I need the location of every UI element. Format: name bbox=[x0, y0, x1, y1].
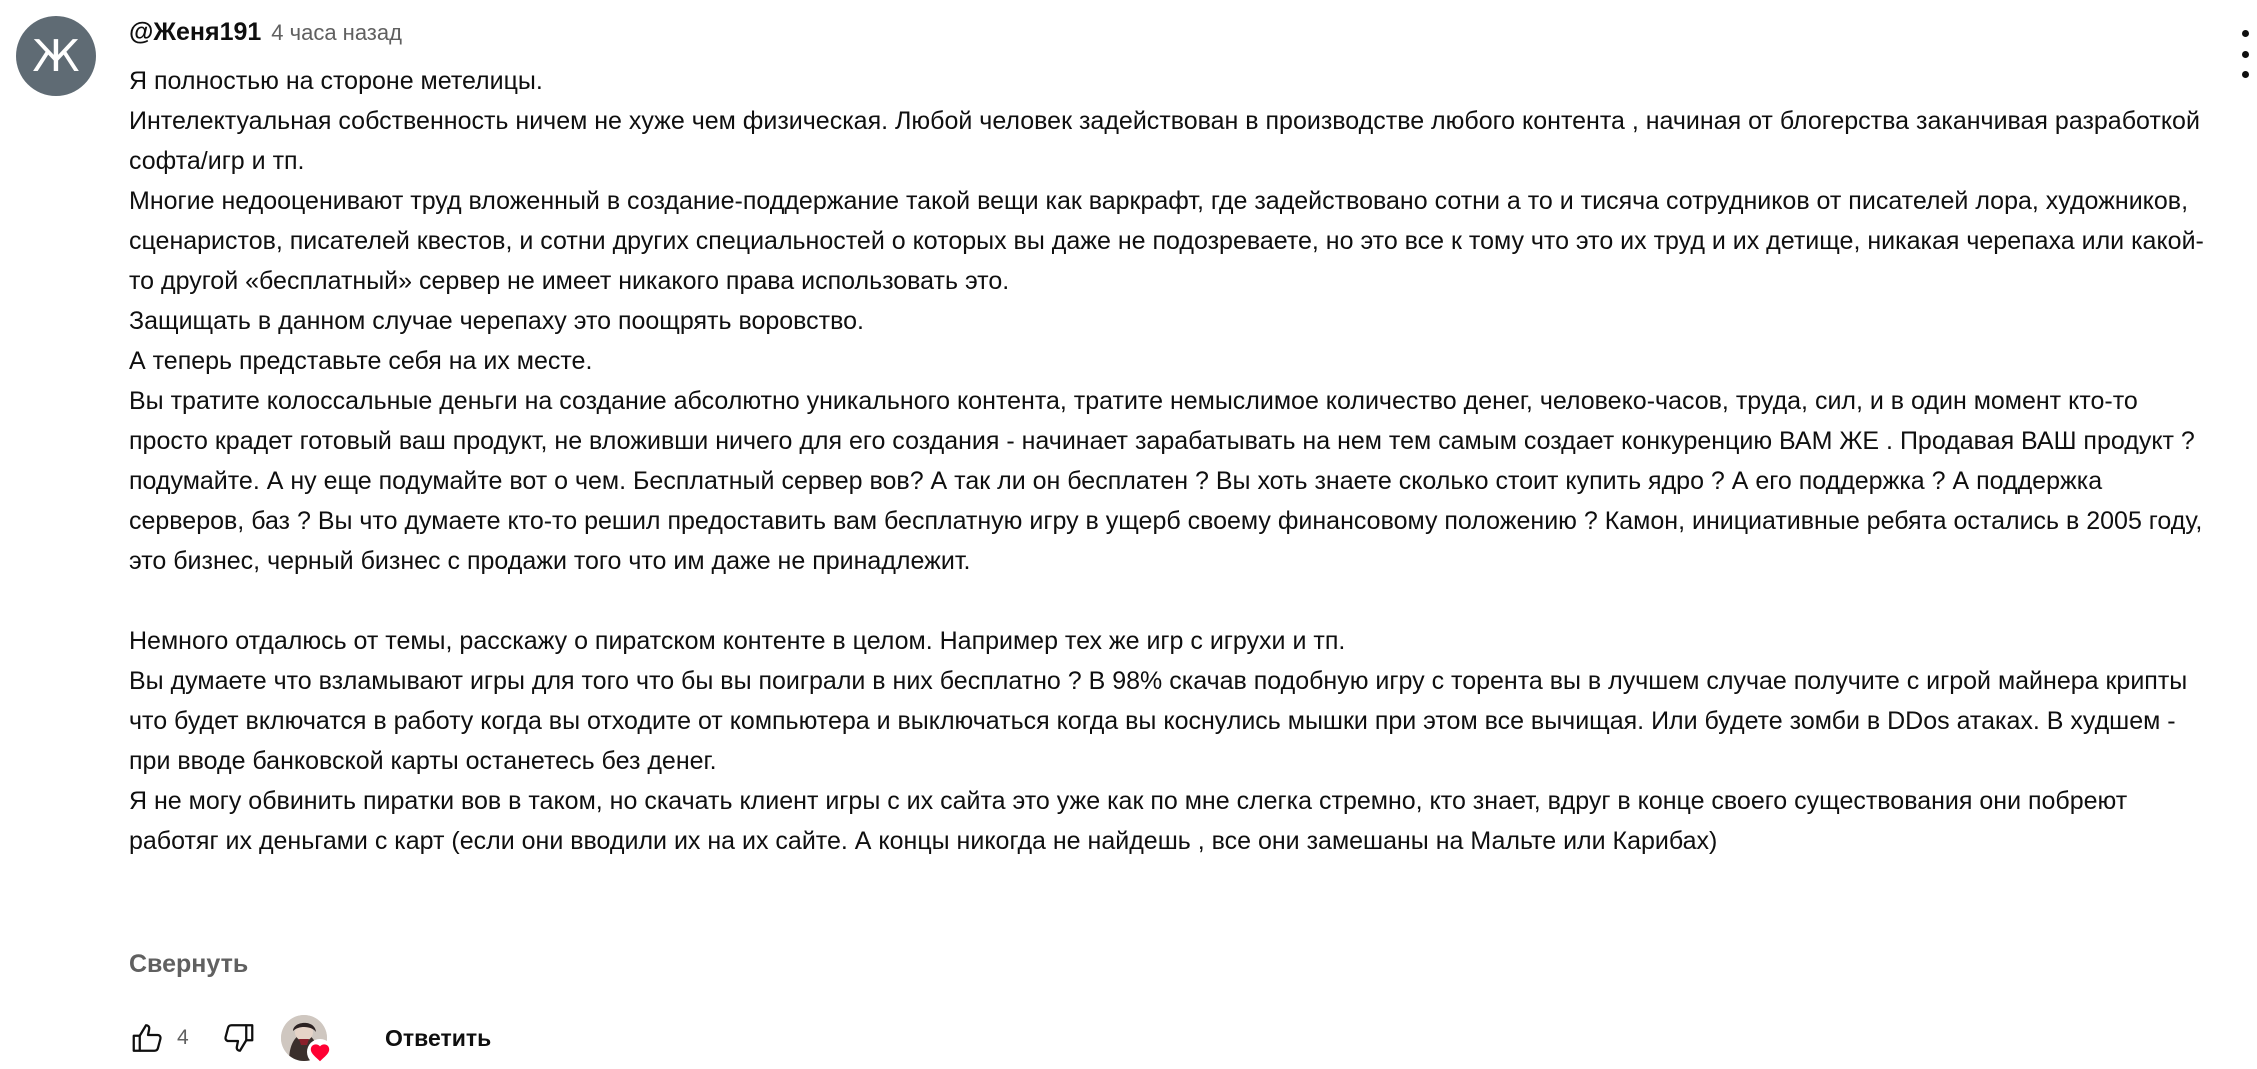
collapse-button[interactable]: Свернуть bbox=[129, 950, 249, 978]
comment-paragraph: Интелектуальная собственность ничем не хуже чем физическая. Любой человек задействован в производстве любого контента , начиная от блогерства заканчивая разработкой софта/игр и тп. bbox=[129, 107, 2207, 175]
dislike-button[interactable] bbox=[217, 1017, 259, 1059]
comment-actions bbox=[127, 1013, 491, 1063]
comment-paragraph: Немного отдалюсь от темы, расскажу о пиратском контенте в целом. Например тех же игр с игрухи и тп. bbox=[129, 627, 1346, 655]
more-dot bbox=[2242, 71, 2249, 78]
comment-paragraph: Защищать в данном случае черепаху это поощрять воровство. bbox=[129, 307, 864, 335]
like-count: 4 bbox=[177, 1026, 189, 1049]
thumbs-down-icon bbox=[220, 1020, 256, 1056]
like-button[interactable] bbox=[127, 1017, 169, 1059]
author-avatar[interactable] bbox=[16, 16, 96, 96]
thumbs-up-icon bbox=[130, 1020, 166, 1056]
comment-time[interactable]: 4 часа назад bbox=[271, 20, 402, 45]
creator-heart bbox=[281, 1015, 327, 1061]
more-dot bbox=[2242, 30, 2249, 37]
comment-paragraph: Вы тратите колоссальные деньги на создание абсолютно уникального контента, тратите немыслимое количество денег, человеко-часов, труда, сил, и в один момент кто-то просто крадет готовый ваш продукт, не вложивши ничего для его создания - начинает зарабатывать на нем тем самым создает конкуренцию ВАМ ЖЕ . Продавая ВАШ продукт ? подумайте. А ну еще подумайте вот о чем. Бесплатный сервер вов? А так ли он бесплатен ? Вы хоть знаете сколько стоит купить ядро ? А его поддержка ? А поддержка серверов, баз ? Вы что думаете кто-то решил предоставить вам бесплатную игру в ущерб своему финансовому положению ? Камон, инициативные ребята остались в 2005 году, это бизнес, черный бизнес с продажи того что им даже не принадлежит. bbox=[129, 387, 2210, 575]
comment-paragraph: А теперь представьте себя на их месте. bbox=[129, 347, 593, 375]
reply-button[interactable]: Ответить bbox=[385, 1024, 492, 1051]
heart-icon bbox=[307, 1039, 333, 1065]
comment-paragraph: Вы думаете что взламывают игры для того что бы вы поиграли в них бесплатно ? В 98% скачав подобную игру с торента вы в лучшем случае получите с игрой майнера крипты что будет включатся в работу когда вы отходите от компьютера и выключаться когда вы коснулись мышки при этом все вычищая. Или будете зомби в DDos атаках. В худшем - при вводе банковской карты останетесь без денег. bbox=[129, 667, 2195, 775]
comment-text bbox=[129, 61, 2219, 861]
comment-paragraph: Я полностью на стороне метелицы. bbox=[129, 67, 543, 95]
more-dot bbox=[2242, 51, 2249, 58]
comment-paragraph: Многие недооценивают труд вложенный в создание-поддержание такой вещи как варкрафт, где задействовано сотни а то и тисяча сотрудников от писателей лора, художников, сценаристов, писателей квестов, и сотни других специальностей о которых вы даже не подозреваете, но это все к тому что это их труд и их детище, никакая черепаха или какой-то другой «бесплатный» сервер не имеет никакого права использовать это. bbox=[129, 187, 2204, 295]
comment-header bbox=[129, 18, 402, 50]
blank-line bbox=[129, 581, 2219, 621]
avatar-letter: Ж bbox=[32, 30, 80, 82]
comment-paragraph: Я не могу обвинить пиратки вов в таком, но скачать клиент игры с их сайта это уже как по мне слегка стремно, кто знает, вдруг в конце своего существования они побреют работяг их деньгами с карт (если они вводили их на их сайте. А концы никогда не найдешь , все они замешаны на Мальте или Карибах) bbox=[129, 787, 2135, 855]
author-name[interactable]: @Женя191 bbox=[129, 18, 262, 46]
more-actions-icon[interactable] bbox=[2233, 30, 2257, 78]
